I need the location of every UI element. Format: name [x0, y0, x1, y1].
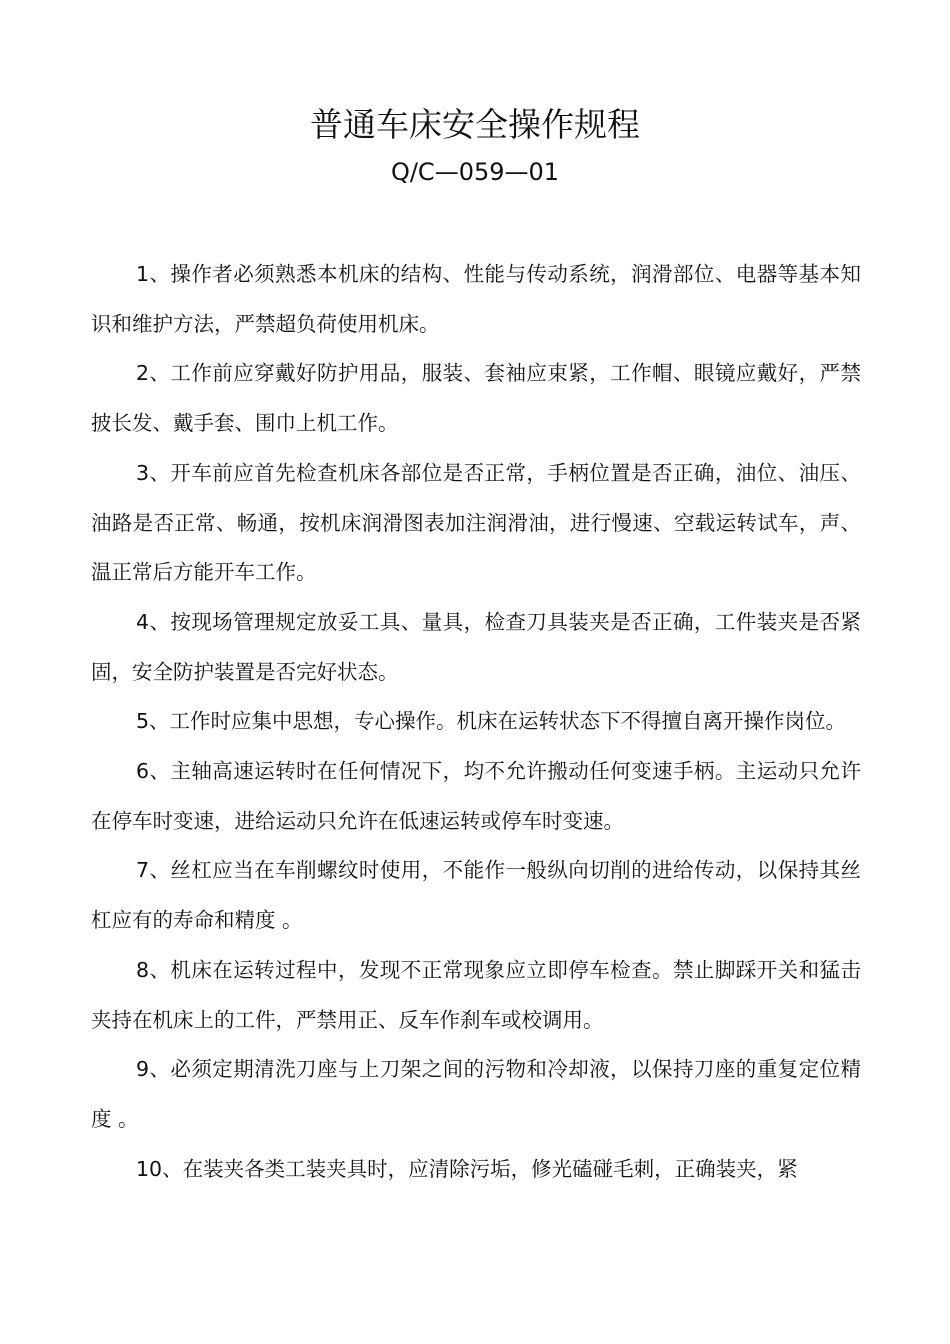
- rule-paragraph-9: 9、必须定期清洗刀座与上刀架之间的污物和冷却液，以保持刀座的重复定位精度 。: [91, 1057, 861, 1131]
- rule-paragraph-6: 6、主轴高速运转时在任何情况下，均不允许搬动任何变速手柄。主运动只允许在停车时变速，进给运动只允许在低速运转或停车时变速。: [91, 759, 861, 833]
- rule-paragraph-3: 3、开车前应首先检查机床各部位是否正常，手柄位置是否正确，油位、油压、油路是否正常、畅通，按机床润滑图表加注润滑油，进行慢速、空载运转试车，声、温正常后方能开车工作。: [91, 460, 861, 585]
- rule-paragraph-5: 5、工作时应集中思想，专心操作。机床在运转状态下不得擅自离开操作岗位。: [136, 709, 847, 734]
- rule-paragraph-7: 7、丝杠应当在车削螺纹时使用，不能作一般纵向切削的进给传动，以保持其丝杠应有的寿命和精度 。: [91, 858, 861, 933]
- document-code: Q/C—059—01: [390, 158, 560, 186]
- rule-paragraph-8: 8、机床在运转过程中，发现不正常现象应立即停车检查。禁止脚踩开关和猛击夹持在机床上的工件，严禁用正、反车作刹车或校调用。: [91, 957, 861, 1032]
- rule-paragraph-2: 2、工作前应穿戴好防护用品，服装、套袖应束紧，工作帽、眼镜应戴好，严禁披长发、戴手套、围巾上机工作。: [91, 361, 861, 436]
- document-body: [91, 250, 861, 1194]
- rule-paragraph-1: 1、操作者必须熟悉本机床的结构、性能与传动系统，润滑部位、电器等基本知识和维护方法，严禁超负荷使用机床。: [91, 262, 861, 336]
- document-title: 普通车床安全操作规程: [310, 105, 640, 144]
- rule-paragraph-10: 10、在装夹各类工装夹具时，应清除污垢，修光磕碰毛刺，正确装夹，紧: [136, 1156, 798, 1181]
- rule-paragraph-4: 4、按现场管理规定放妥工具、量具，检查刀具装夹是否正确，工件装夹是否紧固，安全防护装置是否完好状态。: [91, 609, 861, 684]
